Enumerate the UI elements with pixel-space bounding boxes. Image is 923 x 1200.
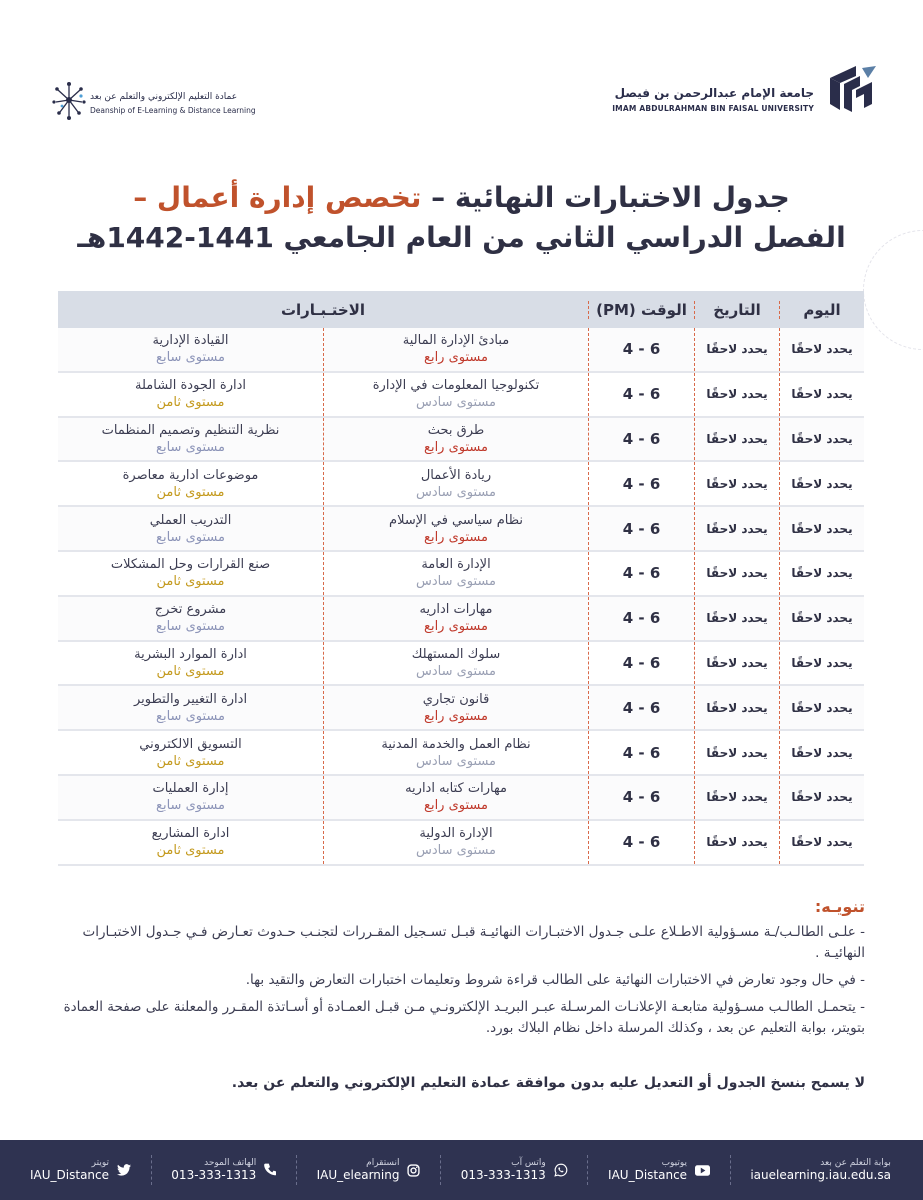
exam-level: مستوى رابع (424, 619, 488, 635)
cell-time: 4 - 6 (588, 731, 694, 774)
exam-course-name: مهارات كتابه اداريه (405, 781, 507, 797)
cell-exams (58, 686, 588, 729)
header-day: اليوم (779, 301, 864, 319)
table-header (58, 291, 864, 328)
table-row (58, 418, 864, 463)
exam-course-name: نظام العمل والخدمة المدنية (381, 736, 531, 752)
cell-date: يحدد لاحقًا (694, 373, 779, 416)
cell-date: يحدد لاحقًا (694, 328, 779, 371)
exam-entry (58, 328, 323, 371)
cell-time: 4 - 6 (588, 373, 694, 416)
exam-course-name: ريادة الأعمال (420, 467, 492, 483)
whatsapp-number[interactable]: 013-333-1313 (460, 1168, 546, 1182)
exam-entry (323, 642, 588, 685)
university-emblem-icon (822, 64, 878, 116)
exam-entry (58, 418, 323, 461)
cell-exams (58, 507, 588, 550)
exam-entry (323, 552, 588, 595)
cell-time: 4 - 6 (588, 462, 694, 505)
table-row (58, 821, 864, 866)
exam-level: مستوى ثامن (156, 574, 225, 590)
exam-course-name: التسويق الالكتروني (139, 736, 242, 752)
cell-day: يحدد لاحقًا (779, 507, 864, 550)
cell-exams (58, 776, 588, 819)
cell-exams (58, 418, 588, 461)
twitter-icon (117, 1164, 131, 1176)
exam-level: مستوى رابع (424, 708, 488, 724)
exam-entry (58, 373, 323, 416)
cell-time: 4 - 6 (588, 597, 694, 640)
phone-label: الهاتف الموحد (204, 1158, 257, 1168)
exam-level: مستوى سادس (415, 395, 497, 411)
exam-level: مستوى ثامن (156, 484, 225, 500)
twitter-handle[interactable]: IAU_Distance (30, 1168, 110, 1182)
exam-course-name: موضوعات ادارية معاصرة (122, 467, 259, 483)
twitter-label: تويتر (91, 1158, 110, 1168)
cell-day: يحدد لاحقًا (779, 552, 864, 595)
exam-entry (323, 686, 588, 729)
footer-twitter[interactable] (30, 1158, 131, 1182)
table-body (58, 328, 864, 866)
exam-course-name: إدارة العمليات (152, 781, 229, 797)
title-line-2: الفصل الدراسي الثاني من العام الجامعي 1441-1442هـ (77, 221, 846, 254)
exam-level: مستوى سابع (156, 529, 225, 545)
cell-day: يحدد لاحقًا (779, 373, 864, 416)
phone-icon (264, 1163, 276, 1177)
exam-entry (323, 418, 588, 461)
exam-level: مستوى ثامن (156, 395, 225, 411)
exam-course-name: مشروع تخرج (154, 602, 227, 618)
exam-entry (58, 597, 323, 640)
table-row (58, 328, 864, 373)
exam-course-name: تكنولوجيا المعلومات في الإدارة (372, 378, 540, 394)
youtube-icon (695, 1165, 710, 1176)
exam-entry (58, 731, 323, 774)
exam-level: مستوى رابع (424, 798, 488, 814)
cell-day: يحدد لاحقًا (779, 731, 864, 774)
exam-level: مستوى سادس (415, 753, 497, 769)
cell-date: يحدد لاحقًا (694, 507, 779, 550)
phone-number[interactable]: 013-333-1313 (171, 1168, 257, 1182)
footer-whatsapp[interactable] (461, 1158, 568, 1182)
exam-level: مستوى رابع (424, 350, 488, 366)
exam-course-name: ادارة الجودة الشاملة (135, 378, 247, 394)
exam-level: مستوى رابع (424, 439, 488, 455)
exam-entry (58, 686, 323, 729)
cell-time: 4 - 6 (588, 552, 694, 595)
exam-level: مستوى سابع (156, 798, 225, 814)
exam-course-name: ادارة الموارد البشرية (134, 646, 247, 662)
university-name-en: IMAM ABDULRAHMAN BIN FAISAL UNIVERSITY (612, 104, 814, 113)
instagram-label: انستقرام (366, 1158, 400, 1168)
network-burst-icon (50, 72, 88, 128)
table-row (58, 462, 864, 507)
title-line-1 (60, 178, 863, 218)
cell-date: يحدد لاحقًا (694, 418, 779, 461)
footer-portal[interactable] (750, 1158, 891, 1182)
footer-divider (296, 1155, 297, 1185)
exam-entry (323, 597, 588, 640)
table-row (58, 686, 864, 731)
deanship-logo (50, 72, 270, 132)
table-row (58, 731, 864, 776)
cell-exams (58, 821, 588, 864)
cell-date: يحدد لاحقًا (694, 686, 779, 729)
cell-day: يحدد لاحقًا (779, 418, 864, 461)
header-time: الوقت (PM) (588, 301, 694, 319)
portal-url[interactable]: iauelearning.iau.edu.sa (750, 1168, 891, 1182)
exam-entry (323, 821, 588, 864)
exam-entry (323, 776, 588, 819)
youtube-handle[interactable]: IAU_Distance (608, 1168, 688, 1182)
instagram-icon (407, 1164, 420, 1177)
exam-level: مستوى سابع (156, 350, 225, 366)
exam-course-name: القيادة الإدارية (152, 333, 229, 349)
cell-day: يحدد لاحقًا (779, 776, 864, 819)
cell-exams (58, 731, 588, 774)
note-item: - في حال وجود تعارض في الاختبارات النهائية على الطالب قراءة شروط وتعليمات اختبارات التعارض والتقيد بها. (245, 972, 865, 988)
table-row (58, 552, 864, 597)
title-main: جدول الاختبارات النهائية – (421, 181, 790, 214)
exam-entry (323, 373, 588, 416)
exam-level: مستوى سابع (156, 439, 225, 455)
deanship-name-ar: عمادة التعليم الإلكتروني والتعلم عن بعد (90, 92, 238, 102)
whatsapp-icon (554, 1163, 568, 1177)
exam-entry (58, 776, 323, 819)
cell-date: يحدد لاحقًا (694, 821, 779, 864)
university-name-ar: جامعة الإمام عبدالرحمن بن فيصل (614, 86, 814, 100)
page-header (50, 64, 878, 134)
footer-divider (440, 1155, 441, 1185)
cell-day: يحدد لاحقًا (779, 821, 864, 864)
notes-heading: تنويـه: (814, 897, 865, 916)
exam-level: مستوى سابع (156, 619, 225, 635)
cell-time: 4 - 6 (588, 507, 694, 550)
cell-date: يحدد لاحقًا (694, 642, 779, 685)
cell-exams (58, 373, 588, 416)
exam-course-name: صنع القرارات وحل المشكلات (110, 557, 271, 573)
cell-date: يحدد لاحقًا (694, 552, 779, 595)
exam-schedule-table (58, 291, 864, 866)
page-title (60, 178, 863, 258)
cell-time: 4 - 6 (588, 821, 694, 864)
cell-exams (58, 552, 588, 595)
exam-course-name: نظرية التنظيم وتصميم المنظمات (101, 422, 280, 438)
exam-course-name: التدريب العملي (149, 512, 232, 528)
cell-date: يحدد لاحقًا (694, 776, 779, 819)
exam-course-name: مبادئ الإدارة المالية (402, 333, 510, 349)
exam-course-name: ادارة المشاريع (151, 826, 230, 842)
exam-level: مستوى سادس (415, 663, 497, 679)
cell-time: 4 - 6 (588, 418, 694, 461)
cell-day: يحدد لاحقًا (779, 642, 864, 685)
youtube-label: يوتيوب (661, 1158, 688, 1168)
exam-entry (323, 462, 588, 505)
exam-level: مستوى سابع (156, 708, 225, 724)
cell-day: يحدد لاحقًا (779, 328, 864, 371)
exam-level: مستوى سادس (415, 843, 497, 859)
exam-course-name: سلوك المستهلك (411, 646, 501, 662)
footer-divider (587, 1155, 588, 1185)
cell-exams (58, 328, 588, 371)
exam-entry (323, 507, 588, 550)
table-row (58, 597, 864, 642)
cell-exams (58, 597, 588, 640)
cell-time: 4 - 6 (588, 328, 694, 371)
cell-day: يحدد لاحقًا (779, 597, 864, 640)
cell-time: 4 - 6 (588, 776, 694, 819)
exam-level: مستوى سادس (415, 574, 497, 590)
exam-level: مستوى ثامن (156, 663, 225, 679)
footer-divider (730, 1155, 731, 1185)
cell-exams (58, 642, 588, 685)
deanship-name-en: Deanship of E-Learning & Distance Learning (90, 106, 256, 115)
table-row (58, 776, 864, 821)
decorative-circle (863, 230, 923, 350)
footer-youtube[interactable] (608, 1158, 710, 1182)
exam-level: مستوى سادس (415, 484, 497, 500)
cell-time: 4 - 6 (588, 686, 694, 729)
copyright-notice: لا يسمح بنسخ الجدول أو التعديل عليه بدون موافقة عمادة التعليم الإلكتروني والتعلم عن بعد. (231, 1075, 865, 1091)
notes-section (58, 897, 865, 1091)
contact-footer (0, 1140, 923, 1200)
exam-course-name: قانون تجاري (422, 691, 490, 707)
exam-entry (58, 642, 323, 685)
exam-entry (323, 731, 588, 774)
footer-divider (151, 1155, 152, 1185)
title-accent: تخصص إدارة أعمال – (133, 181, 422, 214)
exam-level: مستوى رابع (424, 529, 488, 545)
footer-instagram[interactable] (317, 1158, 421, 1182)
whatsapp-label: واتس آب (511, 1158, 546, 1168)
exam-level: مستوى ثامن (156, 843, 225, 859)
table-row (58, 373, 864, 418)
cell-date: يحدد لاحقًا (694, 462, 779, 505)
cell-time: 4 - 6 (588, 642, 694, 685)
exam-course-name: طرق بحث (427, 422, 485, 438)
portal-label: بوابة التعلم عن بعد (820, 1158, 891, 1168)
exam-entry (58, 552, 323, 595)
cell-date: يحدد لاحقًا (694, 597, 779, 640)
exam-course-name: الإدارة العامة (421, 557, 491, 573)
note-item: - يتحمـل الطالـب مسـؤولية متابعـة الإعلانـات المرسـلة عبـر البريـد الإلكترونـي مـن قبـل العمـادة أو أسـاتذة المقـرر والمعلنة على صفحة العمادة بتويتر، بوابة التعليم عن بعد ، وكذلك المرسلة داخل نظام البلاك بورد. (63, 999, 865, 1036)
header-date: التاريخ (694, 301, 779, 319)
footer-phone[interactable] (171, 1158, 276, 1182)
exam-course-name: ادارة التغيير والتطوير (133, 691, 248, 707)
table-row (58, 642, 864, 687)
exam-entry (323, 328, 588, 371)
header-exams: الاختـبـارات (280, 300, 366, 319)
exam-entry (58, 507, 323, 550)
exam-course-name: نظام سياسي في الإسلام (389, 512, 523, 528)
exam-entry (58, 462, 323, 505)
note-item: - علـى الطالـب/ـة مسـؤولية الاطـلاع علـى جـدول الاختبـارات النهائيـة قبـل تسـجيل المقـررات لتجنـب حـدوث تعـارض فـي جـدول الاختبـارات النهائيـة . (82, 924, 865, 961)
exam-course-name: الإدارة الدولية (419, 826, 493, 842)
cell-date: يحدد لاحقًا (694, 731, 779, 774)
cell-day: يحدد لاحقًا (779, 462, 864, 505)
exam-level: مستوى ثامن (156, 753, 225, 769)
cell-day: يحدد لاحقًا (779, 686, 864, 729)
cell-exams (58, 462, 588, 505)
university-logo (612, 64, 878, 124)
exam-entry (58, 821, 323, 864)
instagram-handle[interactable]: IAU_elearning (316, 1168, 400, 1182)
exam-course-name: مهارات اداريه (419, 602, 493, 618)
table-row (58, 507, 864, 552)
